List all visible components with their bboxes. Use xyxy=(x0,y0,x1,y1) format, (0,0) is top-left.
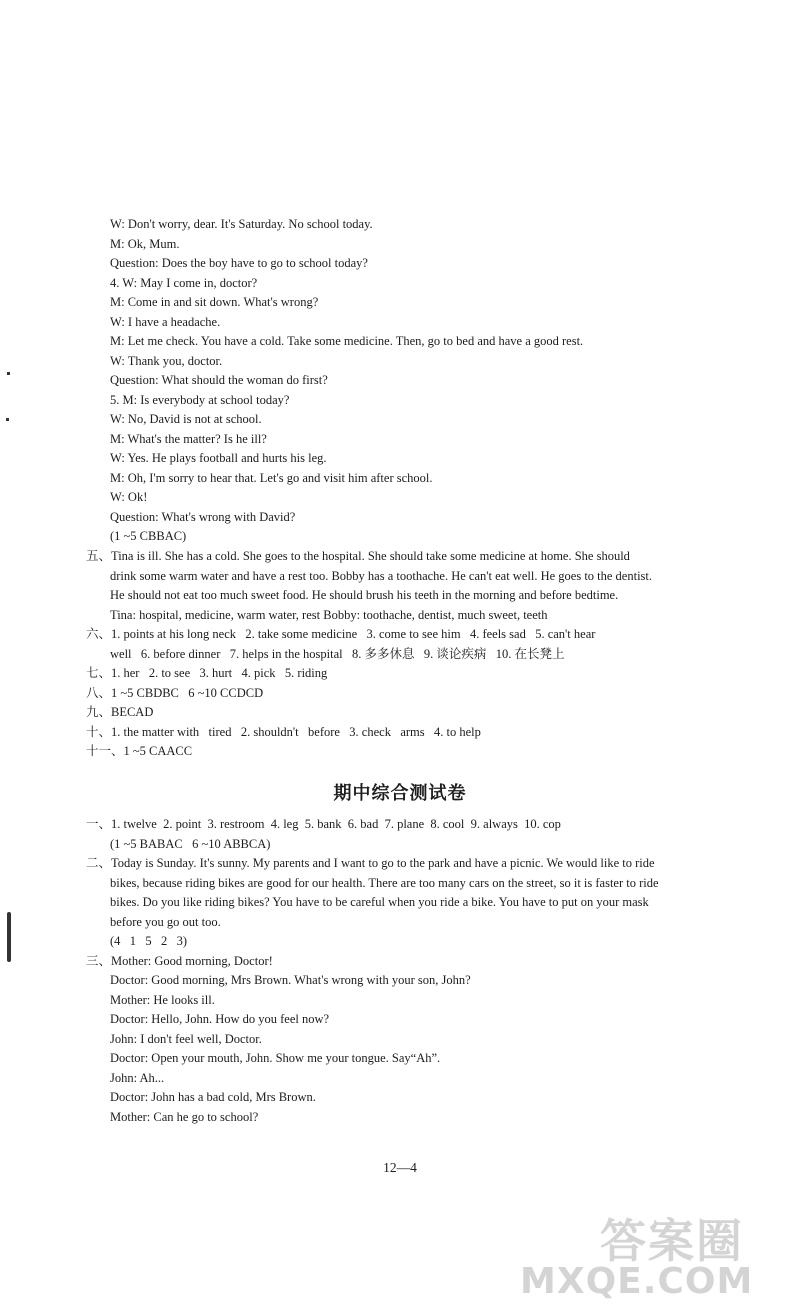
text-line: 三、Mother: Good morning, Doctor! xyxy=(86,954,273,968)
text-line: W: Thank you, doctor. xyxy=(110,354,223,368)
text-line: M: Ok, Mum. xyxy=(110,237,180,251)
watermark xyxy=(480,1205,785,1305)
text-line: John: I don't feel well, Doctor. xyxy=(110,1032,262,1046)
text-line: W: Don't worry, dear. It's Saturday. No school today. xyxy=(110,217,373,231)
text-line: 一、1. twelve 2. point 3. restroom 4. leg 5. bank 6. bad 7. plane 8. cool 9. always 10. cop xyxy=(86,817,561,831)
text-line: Question: What should the woman do first? xyxy=(110,373,328,387)
text-line: M: What's the matter? Is he ill? xyxy=(110,432,267,446)
watermark-url: MXQE.COM xyxy=(520,1261,754,1302)
answer-key: (1 ~5 CBBAC) xyxy=(110,529,187,543)
text-line: 八、1 ~5 CBDBC 6 ~10 CCDCD xyxy=(86,686,264,700)
text-line: Mother: Can he go to school? xyxy=(110,1110,259,1124)
text-line: 十、1. the matter with tired 2. shouldn't before 3. check arms 4. to help xyxy=(86,725,481,739)
text-line: He should not eat too much sweet food. He should brush his teeth in the morning and before bedtime. xyxy=(110,588,619,602)
text-line: Doctor: Good morning, Mrs Brown. What's wrong with your son, John? xyxy=(110,973,471,987)
text-line: 六、1. points at his long neck 2. take some medicine 3. come to see him 4. feels sad 5. can't hear xyxy=(86,627,596,641)
text-line: 五、Tina is ill. She has a cold. She goes to the hospital. She should take some medicine at home. She should xyxy=(86,549,630,563)
answer-key: (1 ~5 BABAC 6 ~10 ABBCA) xyxy=(110,837,271,851)
text-line: 七、1. her 2. to see 3. hurt 4. pick 5. riding xyxy=(86,666,328,680)
text-line: John: Ah... xyxy=(110,1071,165,1085)
scan-speck xyxy=(7,372,10,375)
text-line: W: I have a headache. xyxy=(110,315,221,329)
text-line: Tina: hospital, medicine, warm water, rest Bobby: toothache, dentist, much sweet, teeth xyxy=(110,608,548,622)
scan-mark xyxy=(7,912,11,962)
text-line: before you go out too. xyxy=(110,915,221,929)
text-line: Doctor: Open your mouth, John. Show me your tongue. Say“Ah”. xyxy=(110,1051,441,1065)
exam-title: 期中综合测试卷 xyxy=(333,783,467,804)
text-line: M: Let me check. You have a cold. Take some medicine. Then, go to bed and have a good rest. xyxy=(110,334,584,348)
text-line: 二、Today is Sunday. It's sunny. My parents and I want to go to the park and have a picnic. We would like to ride xyxy=(86,856,655,870)
text-line: M: Come in and sit down. What's wrong? xyxy=(110,295,319,309)
text-line: Doctor: Hello, John. How do you feel now? xyxy=(110,1012,330,1026)
text-line: 九、BECAD xyxy=(86,705,154,719)
text-line: W: No, David is not at school. xyxy=(110,412,262,426)
text-line: 十一、1 ~5 CAACC xyxy=(86,744,193,758)
text-line: W: Ok! xyxy=(110,490,148,504)
text-line: Question: What's wrong with David? xyxy=(110,510,296,524)
text-line: W: Yes. He plays football and hurts his leg. xyxy=(110,451,327,465)
text-line: M: Oh, I'm sorry to hear that. Let's go and visit him after school. xyxy=(110,471,433,485)
scan-speck xyxy=(6,418,9,421)
text-line: 4. W: May I come in, doctor? xyxy=(110,276,258,290)
text-line: drink some warm water and have a rest too. Bobby has a toothache. He can't eat well. He goes to the dentist. xyxy=(110,569,653,583)
watermark-logo: 答案圈 xyxy=(600,1214,744,1268)
text-line: Question: Does the boy have to go to school today? xyxy=(110,256,368,270)
text-line: 5. M: Is everybody at school today? xyxy=(110,393,290,407)
text-line: Doctor: John has a bad cold, Mrs Brown. xyxy=(110,1090,316,1104)
text-line: well 6. before dinner 7. helps in the hospital 8. 多多休息 9. 谈论疾病 10. 在长凳上 xyxy=(110,647,565,661)
text-line: bikes. Do you like riding bikes? You have to be careful when you ride a bike. You have to put on your mask xyxy=(110,895,649,909)
text-line: bikes, because riding bikes are good for our health. There are too many cars on the street, so it is faster to ride xyxy=(110,876,659,890)
text-line: Mother: He looks ill. xyxy=(110,993,215,1007)
answer-key: (4 1 5 2 3) xyxy=(110,934,188,948)
page-number: 12—4 xyxy=(383,1160,417,1175)
